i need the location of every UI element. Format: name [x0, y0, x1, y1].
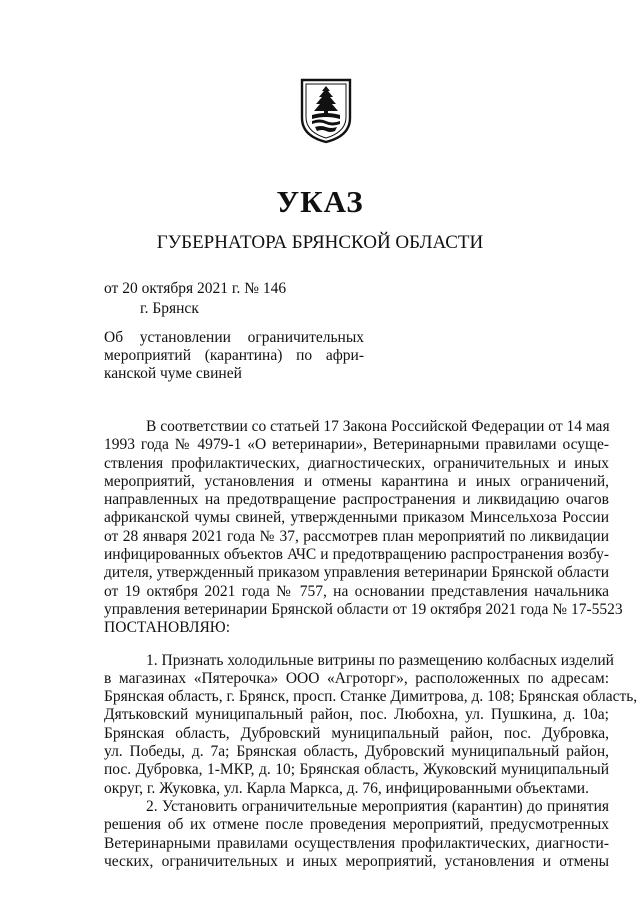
text-line: дителя, утвержденный приказом управления ветеринарии Брянской области	[104, 564, 609, 582]
text-line: от 19 октября 2021 года № 757, на основании представления начальника	[104, 582, 609, 600]
text-line: 2. Установить ограничительные мероприятия (карантин) до принятия	[146, 797, 609, 815]
item-2-paragraph	[104, 798, 609, 871]
preamble-paragraph	[104, 418, 623, 619]
text-line: Дятьковский муниципальный район, пос. Любохна, ул. Пушкина, д. 10а;	[104, 706, 609, 724]
text-line: мероприятий, установления и отмены карантина и иных ограничений,	[104, 472, 609, 490]
text-line: Брянская область, г. Брянск, просп. Станке Димитрова, д. 108; Брянская область,	[104, 688, 638, 706]
decree-word: ПОСТАНОВЛЯЮ:	[104, 619, 231, 637]
text-line: Ветеринарными правилами осуществления профилактических, диагности-	[104, 834, 609, 852]
document-title: УКАЗ	[276, 184, 364, 219]
text-line: ствления профилактических, диагностических, ограничительных и иных	[104, 454, 609, 472]
item-1-paragraph	[104, 651, 638, 798]
subject-line: канской чуме свиней	[104, 365, 242, 382]
text-line: инфицированных объектов АЧС и предотвращению распространения возбу-	[104, 546, 609, 564]
text-line: управления ветеринарии Брянской области от 19 октября 2021 года № 17-5523	[104, 600, 623, 618]
text-line: 1. Признать холодильные витрины по размещению колбасных изделий	[146, 651, 614, 669]
text-line: 1993 года № 4979-1 «О ветеринарии», Ветеринарными правилами осуще-	[104, 436, 609, 454]
text-line: ческих, ограничительных и иных мероприятий, установления и отмены	[104, 852, 609, 870]
decree-body	[104, 418, 638, 871]
text-line: решения об их отмене после проведения мероприятий, предусмотренных	[104, 816, 609, 834]
decree-date-number: от 20 октября 2021 г. № 146	[104, 280, 287, 297]
text-line: В соответствии со статьей 17 Закона Российской Федерации от 14 мая	[146, 418, 610, 435]
text-line: округ, г. Жуковка, ул. Карла Маркса, д. 76, инфицированными объектами.	[104, 779, 589, 797]
decree-subject	[104, 329, 364, 383]
text-line: направленных на предотвращение распространения и ликвидацию очагов	[104, 491, 609, 509]
coat-of-arms-icon	[300, 78, 352, 144]
text-line: в магазинах «Пятерочка» ООО «Агроторг», расположенных по адресам:	[104, 669, 609, 687]
subject-line: мероприятий (карантина) по афри-	[104, 347, 364, 364]
text-line: пос. Дубровка, 1-МКР, д. 10; Брянская область, Жуковский муниципальный	[104, 761, 609, 779]
text-line: от 28 января 2021 года № 37, рассмотрев план мероприятий по ликвидации	[104, 527, 609, 545]
text-line: ул. Победы, д. 7а; Брянская область, Дубровский муниципальный район,	[104, 743, 609, 761]
decree-city: г. Брянск	[140, 300, 199, 317]
text-line: африканской чумы свиней, утвержденными приказом Минсельхоза России	[104, 509, 609, 527]
document-subtitle: ГУБЕРНАТОРА БРЯНСКОЙ ОБЛАСТИ	[156, 232, 484, 253]
subject-line: Об установлении ограничительных	[104, 329, 364, 346]
text-line: Брянская область, Дубровский муниципальный район, пос. Дубровка,	[104, 724, 609, 742]
